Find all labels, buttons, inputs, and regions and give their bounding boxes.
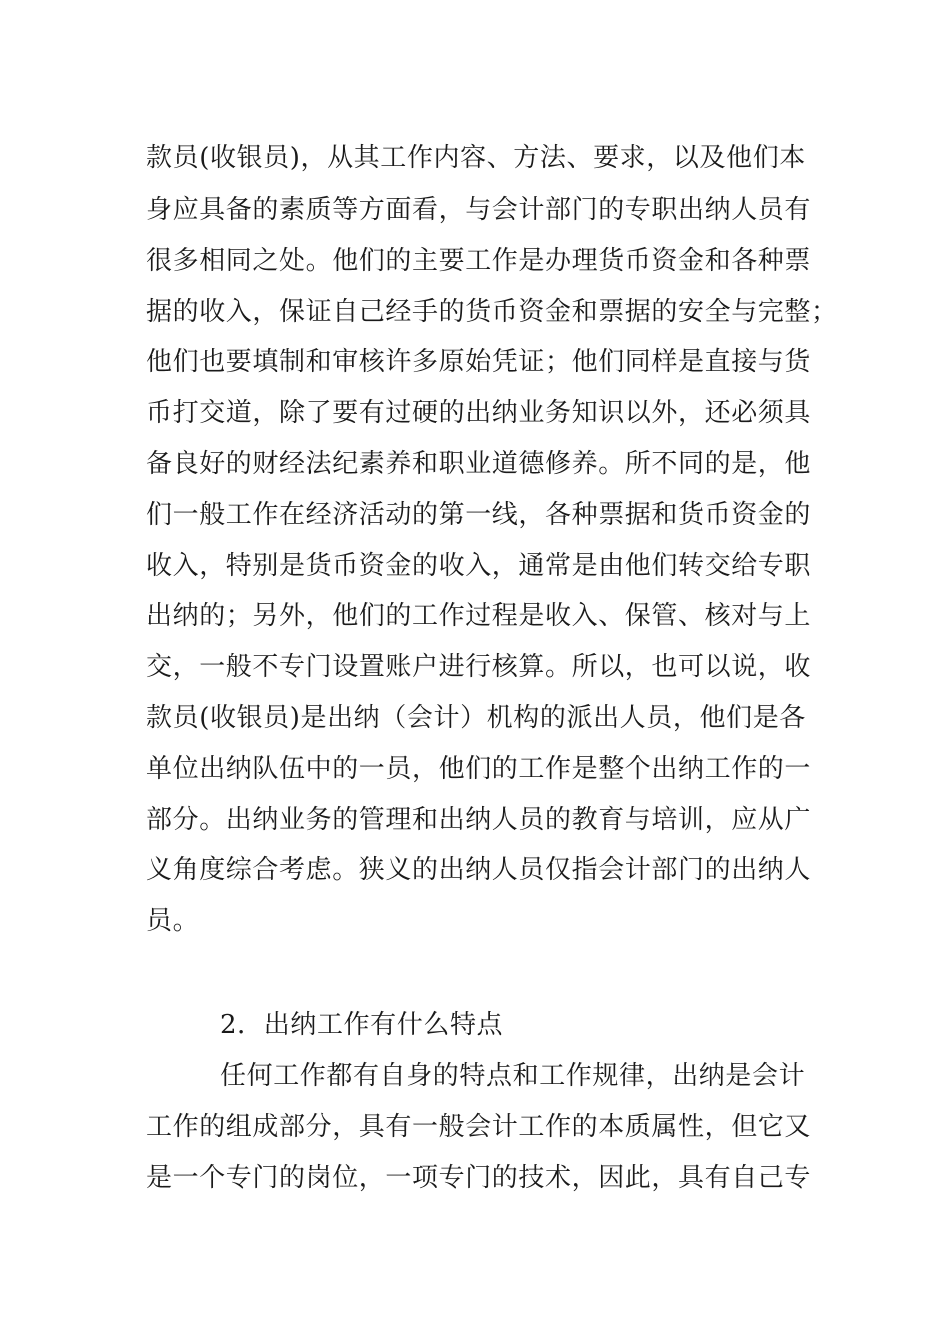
paragraph-line: 收入，特别是货币资金的收入，通常是由他们转交给专职 bbox=[146, 551, 812, 581]
paragraph-line: 们一般工作在经济活动的第一线，各种票据和货币资金的 bbox=[146, 500, 812, 530]
paragraph-line: 单位出纳队伍中的一员，他们的工作是整个出纳工作的一 bbox=[146, 754, 812, 784]
paragraph-line: 备良好的财经法纪素养和职业道德修养。所不同的是，他 bbox=[146, 449, 812, 479]
paragraph-line: 他们也要填制和审核许多原始凭证；他们同样是直接与货 bbox=[146, 347, 812, 377]
paragraph-line: 任何工作都有自身的特点和工作规律，出纳是会计 bbox=[220, 1061, 806, 1091]
section-heading: 2．出纳工作有什么特点 bbox=[220, 1010, 504, 1040]
paragraph-line: 款员(收银员)是出纳（会计）机构的派出人员，他们是各 bbox=[146, 703, 806, 733]
paragraph-line: 款员(收银员)，从其工作内容、方法、要求，以及他们本 bbox=[146, 143, 806, 173]
paragraph-line: 员。 bbox=[146, 906, 200, 936]
paragraph-line: 据的收入，保证自己经手的货币资金和票据的安全与完整； bbox=[146, 297, 838, 327]
paragraph-line: 部分。出纳业务的管理和出纳人员的教育与培训，应从广 bbox=[146, 805, 812, 835]
paragraph-line: 身应具备的素质等方面看，与会计部门的专职出纳人员有 bbox=[146, 195, 812, 225]
paragraph-line: 交，一般不专门设置账户进行核算。所以，也可以说，收 bbox=[146, 652, 812, 682]
paragraph-line: 工作的组成部分，具有一般会计工作的本质属性，但它又 bbox=[146, 1112, 812, 1142]
paragraph-line: 币打交道，除了要有过硬的出纳业务知识以外，还必须具 bbox=[146, 398, 812, 428]
paragraph-line: 义角度综合考虑。狭义的出纳人员仅指会计部门的出纳人 bbox=[146, 855, 812, 885]
paragraph-line: 是一个专门的岗位，一项专门的技术，因此，具有自己专 bbox=[146, 1163, 812, 1193]
paragraph-line: 出纳的；另外，他们的工作过程是收入、保管、核对与上 bbox=[146, 601, 812, 631]
paragraph-line: 很多相同之处。他们的主要工作是办理货币资金和各种票 bbox=[146, 246, 812, 276]
